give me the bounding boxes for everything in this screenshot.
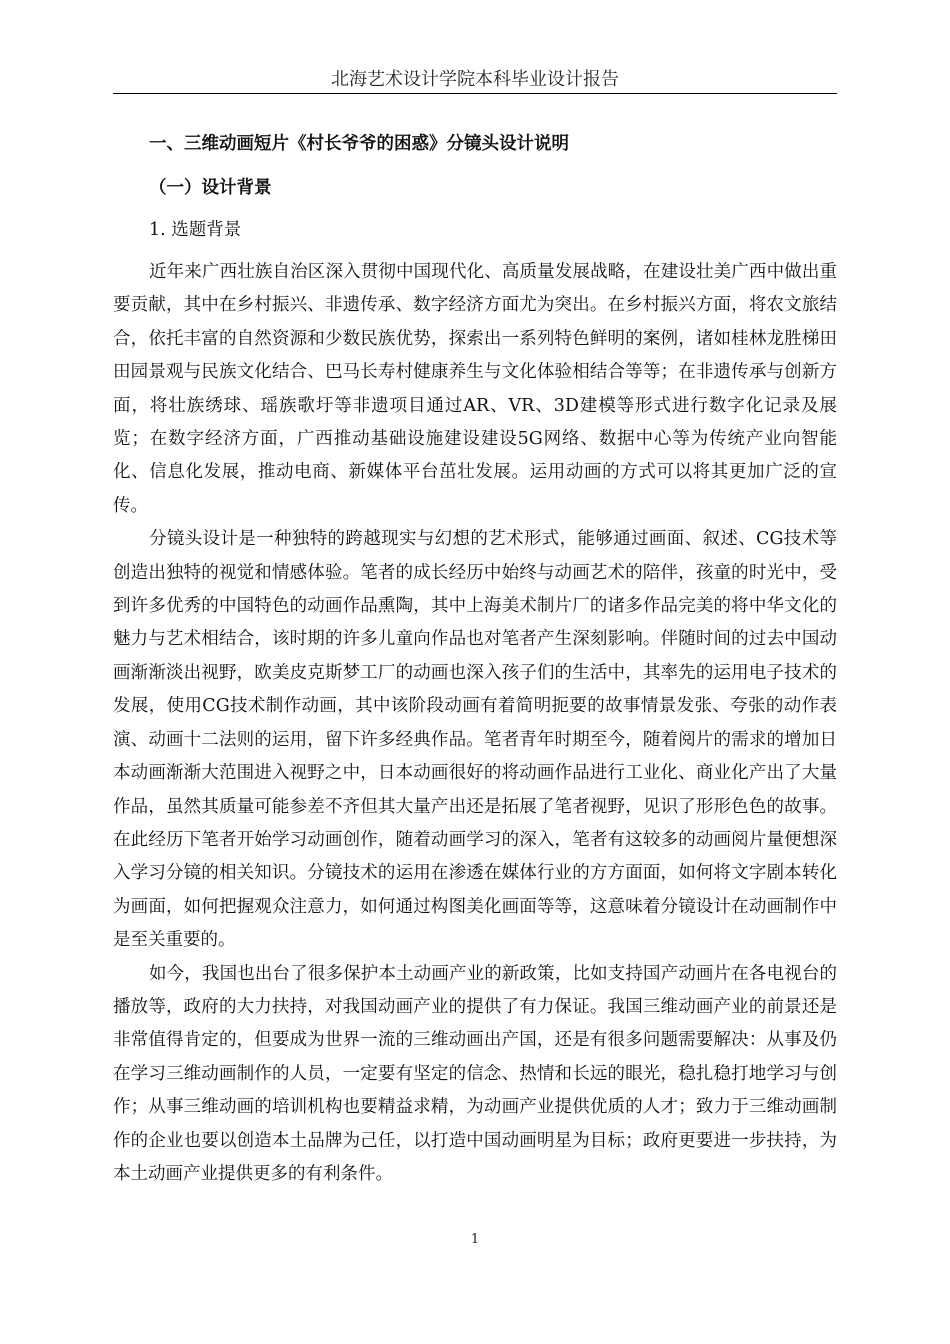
page-number: 1 [470,1232,480,1247]
section-heading: 一、三维动画短片《村长爷爷的困惑》分镜头设计说明 [149,134,569,154]
header-divider [113,93,837,94]
body-paragraph-2: 分镜头设计是一种独特的跨越现实与幻想的艺术形式，能够通过画面、叙述、CG技术等创造出独特的视觉和情感体验。笔者的成长经历中始终与动画艺术的陪伴，孩童的时光中，受到许多优秀的中国特色的动画作品熏陶，其中上海美术制片厂的诸多作品完美的将中华文化的魅力与艺术相结合，该时期的许多儿童向作品也对笔者产生深刻影响。伴随时间的过去中国动画渐渐淡出视野，欧美皮克斯梦工厂的动画也深入孩子们的生活中，其率先的运用电子技术的发展，使用CG技术制作动画，其中该阶段动画有着简明扼要的故事情景发张、夸张的动作表演、动画十二法则的运用，留下许多经典作品。笔者青年时期至今，随着阅片的需求的增加日本动画渐渐大范围进入视野之中，日本动画很好的将动画作品进行工业化、商业化产出了大量作品，虽然其质量可能参差不齐但其大量产出还是拓展了笔者视野，见识了形形色色的故事。在此经历下笔者开始学习动画创作，随着动画学习的深入，笔者有这较多的动画阅片量便想深入学习分镜的相关知识。分镜技术的运用在渗透在媒体行业的方方面面，如何将文字剧本转化为画面，如何把握观众注意力，如何通过构图美化画面等等，这意味着分镜设计在动画制作中是至关重要的。 [113,529,837,951]
item-heading: 1. 选题背景 [149,220,242,240]
subsection-heading: （一）设计背景 [149,178,272,198]
page-body [113,128,837,1191]
body-paragraph-1: 近年来广西壮族自治区深入贯彻中国现代化、高质量发展战略，在建设壮美广西中做出重要贡献，其中在乡村振兴、非遗传承、数字经济方面尤为突出。在乡村振兴方面，将农文旅结合，依托丰富的自然资源和少数民族优势，探索出一系列特色鲜明的案例，诸如桂林龙胜梯田田园景观与民族文化结合、巴马长寿村健康养生与文化体验相结合等等；在非遗传承与创新方面，将壮族绣球、瑶族歌圩等非遗项目通过AR、VR、3D建模等形式进行数字化记录及展览；在数字经济方面，广西推动基础设施建设建设5G网络、数据中心等为传统产业向智能化、信息化发展，推动电商、新媒体平台茁壮发展。运用动画的方式可以将其更加广泛的宣传。 [113,262,837,516]
page-header-title: 北海艺术设计学院本科毕业设计报告 [331,69,619,90]
body-paragraph-3: 如今，我国也出台了很多保护本土动画产业的新政策，比如支持国产动画片在各电视台的播放等，政府的大力扶持，对我国动画产业的提供了有力保证。我国三维动画产业的前景还是非常值得肯定的，但要成为世界一流的三维动画出产国，还是有很多问题需要解决：从事及仍在学习三维动画制作的人员，一定要有坚定的信念、热情和长远的眼光，稳扎稳打地学习与创作；从事三维动画的培训机构也要精益求精，为动画产业提供优质的人才；致力于三维动画制作的企业也要以创造本土品牌为己任，以打造中国动画明星为目标；政府更要进一步扶持，为本土动画产业提供更多的有利条件。 [113,963,837,1184]
